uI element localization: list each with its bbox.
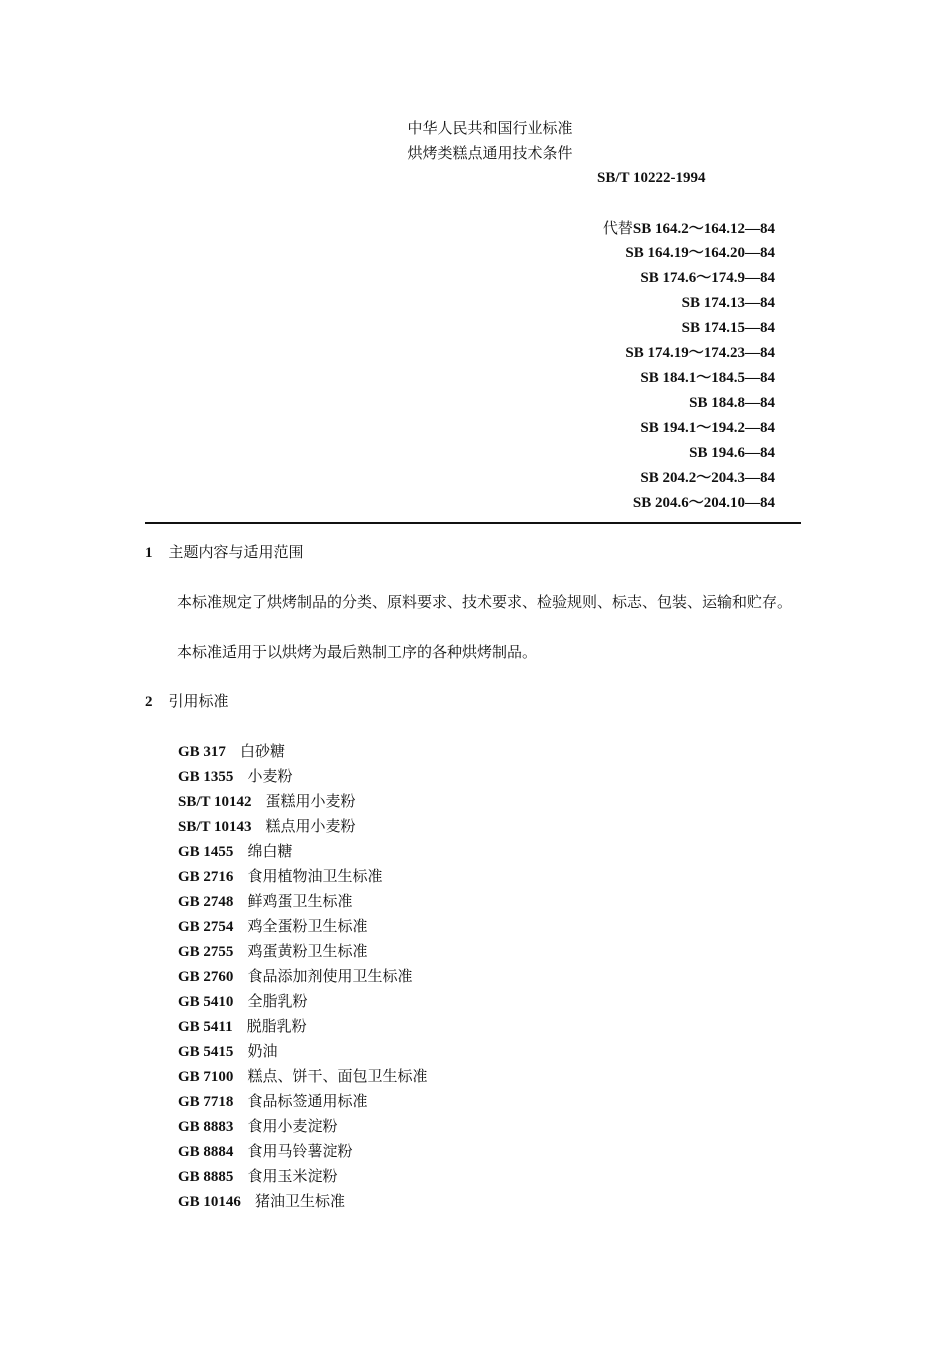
reference-name: 猪油卫生标准 — [254, 1192, 345, 1210]
reference-item — [178, 966, 412, 987]
replaces-item: SB 204.2～204.3—84 — [640, 470, 775, 486]
reference-code: GB 2755 — [178, 944, 234, 960]
replaces-item: SB 174.15—84 — [681, 320, 775, 336]
replaces-item: SB 184.1～184.5—84 — [640, 370, 775, 386]
reference-name: 糕点用小麦粉 — [265, 817, 356, 835]
reference-code: GB 7718 — [178, 1094, 234, 1110]
reference-name: 蛋糕用小麦粉 — [265, 792, 356, 810]
reference-item — [178, 891, 352, 912]
replaces-item: SB 204.6～204.10—84 — [632, 495, 775, 511]
section2-number: 2 — [145, 694, 153, 710]
replaces-item: SB 164.19～164.20—84 — [625, 245, 775, 261]
reference-name: 食用玉米淀粉 — [247, 1167, 338, 1185]
section1-paragraph: 本标准规定了烘烤制品的分类、原料要求、技术要求、检验规则、标志、包装、运输和贮存。 — [177, 593, 793, 611]
reference-item — [178, 1166, 337, 1187]
reference-code: GB 5411 — [178, 1019, 233, 1035]
reference-code: GB 2716 — [178, 869, 234, 885]
reference-item — [178, 991, 307, 1012]
section1-heading — [145, 542, 304, 563]
reference-name: 脱脂乳粉 — [246, 1017, 307, 1035]
reference-code: GB 5410 — [178, 994, 234, 1010]
reference-code: GB 5415 — [178, 1044, 234, 1060]
reference-code: GB 2748 — [178, 894, 234, 910]
reference-code: GB 1455 — [178, 844, 234, 860]
reference-name: 食品标签通用标准 — [247, 1092, 368, 1110]
reference-code: SB/T 10142 — [178, 794, 252, 810]
replaces-item: SB 164.2～164.12—84 — [632, 221, 775, 237]
replaces-item: SB 194.1～194.2—84 — [640, 420, 775, 436]
replaces-item: SB 194.6—84 — [689, 445, 775, 461]
reference-code: GB 2754 — [178, 919, 234, 935]
replaces-item: SB 184.8—84 — [689, 395, 775, 411]
header-title-line1: 中华人民共和国行业标准 — [407, 119, 573, 137]
reference-code: SB/T 10143 — [178, 819, 252, 835]
reference-item — [178, 741, 285, 762]
section1-paragraph: 本标准适用于以烘烤为最后熟制工序的各种烘烤制品。 — [177, 643, 538, 661]
reference-item — [178, 1116, 337, 1137]
reference-name: 绵白糖 — [247, 842, 293, 860]
reference-code: GB 10146 — [178, 1194, 241, 1210]
section1-title: 主题内容与适用范围 — [168, 543, 304, 561]
reference-item — [178, 916, 367, 937]
reference-name: 食用植物油卫生标准 — [247, 867, 383, 885]
section2-heading — [145, 691, 229, 712]
reference-item — [178, 766, 292, 787]
reference-item — [178, 1091, 367, 1112]
reference-item — [178, 1041, 277, 1062]
reference-code: GB 7100 — [178, 1069, 234, 1085]
reference-name: 食品添加剂使用卫生标准 — [247, 967, 413, 985]
reference-item — [178, 1016, 307, 1037]
reference-name: 奶油 — [247, 1042, 278, 1060]
reference-name: 鸡全蛋粉卫生标准 — [247, 917, 368, 935]
reference-code: GB 2760 — [178, 969, 234, 985]
replaces-item: SB 174.13—84 — [681, 295, 775, 311]
replaces-item: SB 174.6～174.9—84 — [640, 270, 775, 286]
reference-item — [178, 841, 292, 862]
header-title-line2: 烘烤类糕点通用技术条件 — [407, 144, 573, 162]
reference-item — [178, 1191, 345, 1212]
replaces-row — [603, 218, 775, 239]
reference-name: 食用马铃薯淀粉 — [247, 1142, 353, 1160]
reference-name: 食用小麦淀粉 — [247, 1117, 338, 1135]
reference-item — [178, 866, 382, 887]
reference-name: 糕点、饼干、面包卫生标准 — [247, 1067, 428, 1085]
reference-code: GB 8884 — [178, 1144, 234, 1160]
standard-code: SB/T 10222-1994 — [597, 170, 706, 186]
reference-name: 小麦粉 — [247, 767, 293, 785]
replaces-label: 代替 — [602, 219, 633, 237]
reference-code: GB 8885 — [178, 1169, 234, 1185]
reference-name: 全脂乳粉 — [247, 992, 308, 1010]
reference-code: GB 1355 — [178, 769, 234, 785]
reference-item — [178, 941, 367, 962]
reference-code: GB 8883 — [178, 1119, 234, 1135]
section1-number: 1 — [145, 545, 153, 561]
reference-code: GB 317 — [178, 744, 226, 760]
reference-item — [178, 816, 356, 837]
reference-item — [178, 1066, 427, 1087]
section2-title: 引用标准 — [168, 692, 229, 710]
reference-item — [178, 1141, 352, 1162]
reference-name: 鲜鸡蛋卫生标准 — [247, 892, 353, 910]
reference-name: 白砂糖 — [239, 742, 285, 760]
replaces-item: SB 174.19～174.23—84 — [625, 345, 775, 361]
reference-name: 鸡蛋黄粉卫生标准 — [247, 942, 368, 960]
reference-item — [178, 791, 356, 812]
header-divider — [145, 522, 801, 524]
